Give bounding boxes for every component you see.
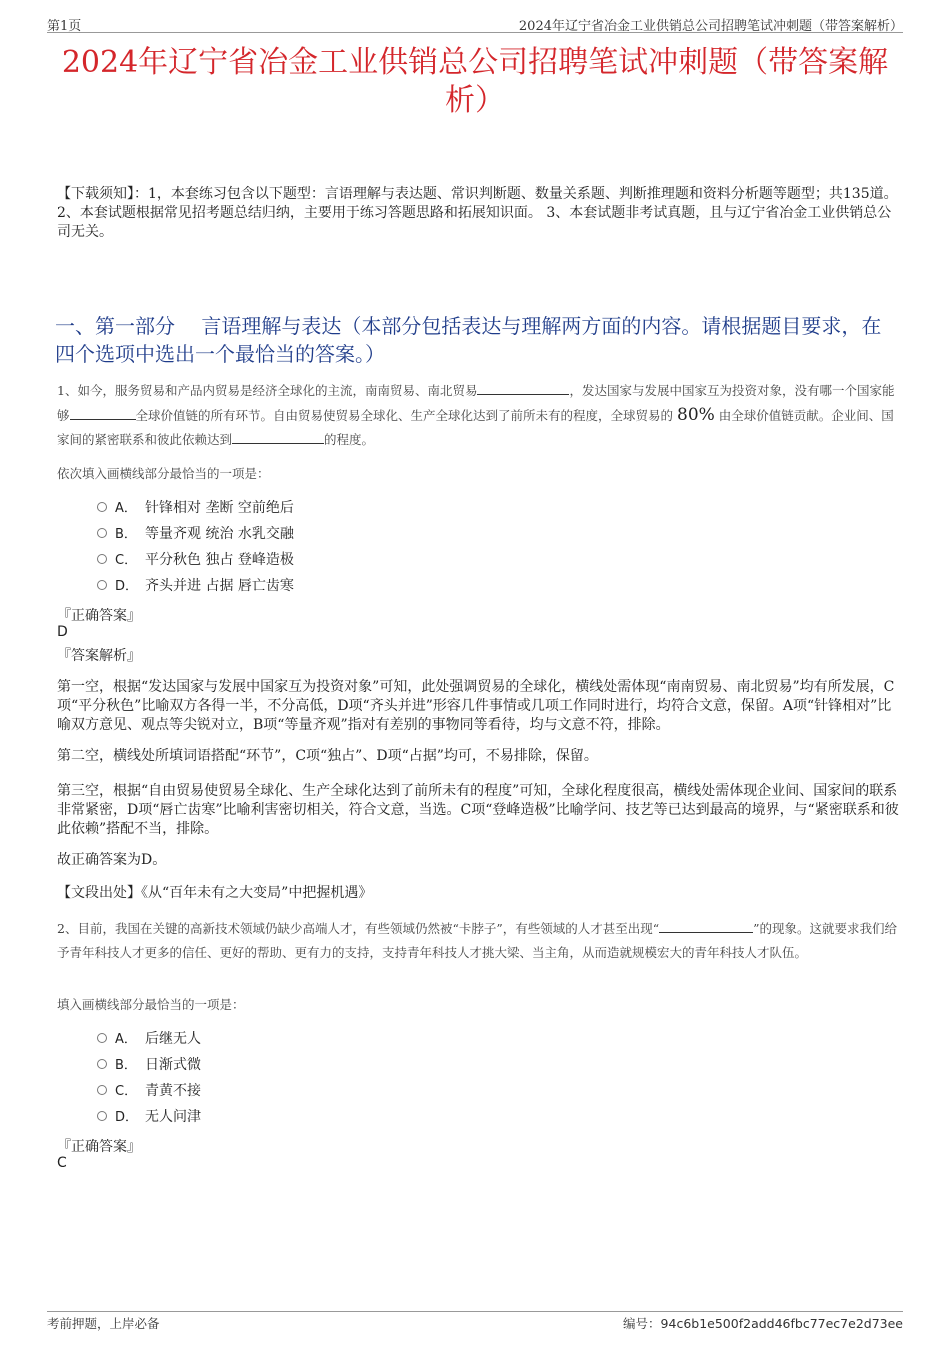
q1-option-a[interactable]: A． 针锋相对 垄断 空前绝后 (97, 497, 294, 519)
q1-option-d[interactable]: D． 齐头并进 占据 唇亡齿寒 (97, 575, 294, 597)
q1-prompt: 依次填入画横线部分最恰当的一项是： (57, 466, 270, 481)
q1-option-b[interactable]: B． 等量齐观 统治 水乳交融 (97, 523, 294, 545)
q2-text-2: ”的现象。这就要求我们给予青年科技人才更多的信任、更好的帮助、更有力的支持，支持青年科技人才挑大梁、当主角，从而造就规模宏大的青年科技人才队伍。 (57, 921, 898, 960)
q2-answer-label: 『正确答案』 (57, 1139, 141, 1155)
question-2-stem (57, 917, 899, 965)
question-1-stem (57, 379, 899, 452)
header-doc-title: 2024年辽宁省冶金工业供销总公司招聘笔试冲刺题（带答案解析） (518, 19, 903, 34)
footer-code (623, 1314, 903, 1332)
q1-analysis-3: 第三空，根据“自由贸易使贸易全球化、生产全球化达到了前所未有的程度”可知，全球化程度很高，横线处需体现企业间、国家间的联系非常紧密，D项“唇亡齿寒”比喻利害密切相关，符合文意，当选。C项“登峰造极”比喻学问、技艺等已达到最高的境界，与“紧密联系和彼此依赖”搭配不当，排除。 (57, 783, 899, 837)
q1-option-c[interactable]: C． 平分秋色 独占 登峰造极 (97, 549, 294, 571)
q2-answer: C (57, 1155, 67, 1171)
radio-icon[interactable] (97, 1085, 107, 1095)
radio-icon[interactable] (97, 1059, 107, 1069)
q1-analysis-1: 第一空，根据“发达国家与发展中国家互为投资对象”可知，此处强调贸易的全球化，横线处需体现“南南贸易、南北贸易”均有所发展，C项“平分秋色”比喻双方各得一半，不分高低，D项“齐头并进”形容几件事情或几项工作同时进行，均符合文意，保留。A项“针锋相对”比喻双方意见、观点等尖锐对立，B项“等量齐观”指对有差别的事物同等看待，均与文意不符，排除。 (57, 679, 895, 733)
q1-text-1: 1、如今，服务贸易和产品内贸易是经济全球化的主流，南南贸易、南北贸易 (57, 383, 478, 398)
q1-blank-3 (232, 429, 324, 444)
radio-icon[interactable] (97, 528, 107, 538)
document-title: 2024年辽宁省冶金工业供销总公司招聘笔试冲刺题（带答案解析） (61, 45, 889, 118)
page-number: 第1页 (47, 19, 82, 34)
q2-option-c[interactable]: C． 青黄不接 (97, 1080, 201, 1102)
q1-blank-2 (70, 405, 136, 420)
footer-divider (47, 1311, 903, 1312)
q2-prompt: 填入画横线部分最恰当的一项是： (57, 997, 245, 1012)
q1-blank-1 (477, 380, 569, 395)
q1-percent: 80% (677, 405, 715, 425)
q1-analysis-4: 故正确答案为D。 (57, 852, 167, 868)
q2-option-b[interactable]: B． 日渐式微 (97, 1054, 201, 1076)
radio-icon[interactable] (97, 554, 107, 564)
q1-text-4: 由全球价值链贡献。企业间、国家间的紧密联系和彼此依赖达到 (57, 408, 894, 447)
radio-icon[interactable] (97, 1033, 107, 1043)
q2-text-1: 2、目前，我国在关键的高新技术领域仍缺少高端人才，有些领域仍然被“卡脖子”，有些领域的人才甚至出现“ (57, 921, 660, 936)
radio-icon[interactable] (97, 580, 107, 590)
radio-icon[interactable] (97, 502, 107, 512)
q2-blank-1 (659, 918, 753, 933)
q2-option-a[interactable]: A． 后继无人 (97, 1028, 201, 1050)
download-notice: 【下载须知】：1，本套练习包含以下题型：言语理解与表达题、常识判断题、数量关系题、判断推理题和资料分析题等题型；共135道。 2、本套试题根据常见招考题总结归纳，主要用于练习答题思路和拓展知识面。 3、本套试题非考试真题，且与辽宁省冶金工业供销总公司无关。 (57, 186, 898, 240)
q1-source: 【文段出处】《从“百年未有之大变局”中把握机遇》 (57, 885, 373, 901)
footer-slogan: 考前押题，上岸必备 (47, 1316, 160, 1331)
q1-text-5: 的程度。 (324, 432, 375, 447)
q1-answer: D (57, 624, 68, 640)
q1-text-2: ，发达国家与发展中国家互为投资对象，没有哪一个国家能够 (57, 383, 895, 423)
footer-code-value: 94c6b1e500f2add46fbc77ec7e2d73ee (660, 1316, 903, 1331)
q1-analysis-label: 『答案解析』 (57, 648, 141, 664)
radio-icon[interactable] (97, 1111, 107, 1121)
section-heading: 一、第一部分 言语理解与表达（本部分包括表达与理解两方面的内容。请根据题目要求，在四个选项中选出一个最恰当的答案。） (55, 314, 882, 366)
q1-analysis-2: 第二空，横线处所填词语搭配“环节”，C项“独占”、D项“占据”均可，不易排除，保留。 (57, 748, 598, 764)
q1-answer-label: 『正确答案』 (57, 608, 141, 624)
header-divider (47, 32, 903, 33)
q1-text-3: 全球价值链的所有环节。自由贸易使贸易全球化、生产全球化达到了前所未有的程度，全球贸易的 (135, 408, 674, 423)
footer-code-label: 编号： (623, 1316, 661, 1331)
q2-option-d[interactable]: D． 无人问津 (97, 1106, 201, 1128)
